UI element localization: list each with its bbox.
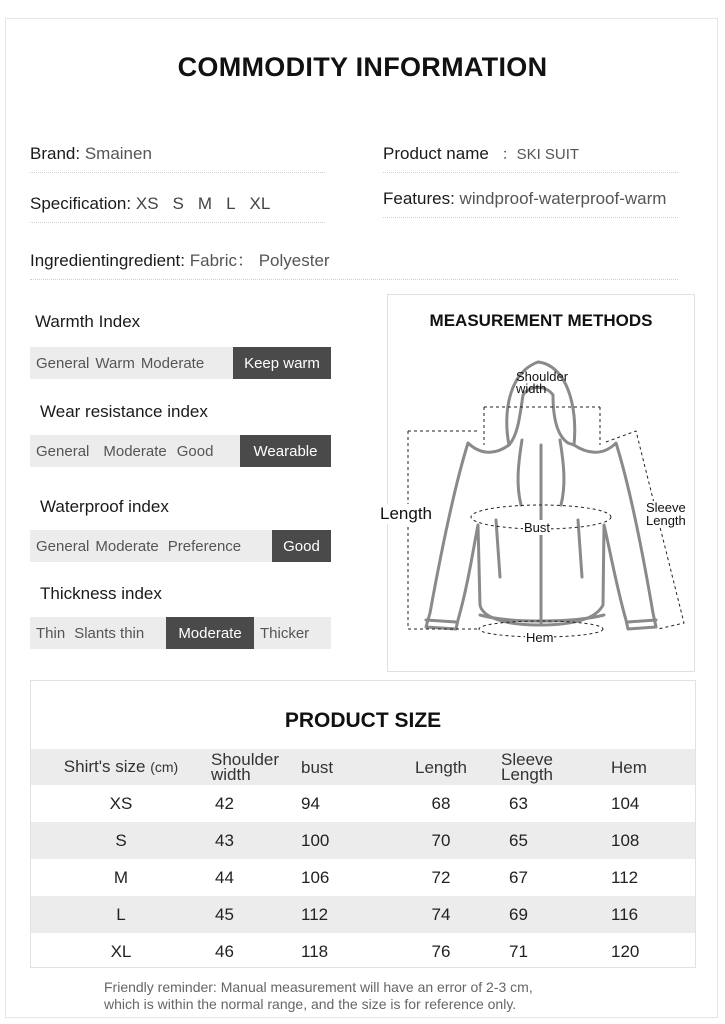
cell-size: M	[113, 867, 129, 887]
jacket-cuff-left	[426, 620, 456, 622]
cell-shoulder: 42	[215, 793, 234, 813]
index-option: Warm	[95, 354, 135, 372]
measurement-methods-panel	[380, 294, 695, 672]
header-sleeve-line: Length	[501, 765, 553, 784]
index-option: Good	[176, 442, 214, 460]
jacket-drawstring-left	[518, 440, 522, 505]
features-value: windproof-waterproof-warm	[459, 189, 667, 208]
shoulder-width-label-line: Shoulder	[516, 369, 569, 384]
cell-hem: 112	[611, 867, 639, 887]
header-bust: bust	[301, 749, 381, 785]
specification-label: Specification:	[30, 194, 132, 213]
cell-bust: 106	[301, 867, 330, 887]
cell-sleeve: 63	[509, 793, 528, 813]
cell-shoulder: 46	[215, 941, 234, 961]
header-size	[31, 749, 211, 785]
cell-size: XS	[109, 793, 133, 813]
cell-bust: 112	[301, 896, 381, 933]
ingredient-value: Fabric： Polyester	[189, 251, 330, 270]
table-row	[31, 785, 695, 822]
index-option: Moderate	[95, 537, 159, 555]
specification-sizes	[136, 194, 284, 213]
product-name-label: Product name	[383, 144, 489, 163]
index-selected: Moderate	[166, 617, 254, 649]
header-shoulder	[211, 749, 301, 785]
ingredient-row	[30, 246, 678, 280]
product-size-panel	[30, 680, 696, 968]
spec-size: M	[197, 194, 213, 213]
features-row	[383, 189, 678, 218]
cell-length: 68	[431, 793, 451, 813]
specification-row	[30, 194, 325, 223]
waterproof-index-bar	[30, 530, 331, 562]
cell-size: XL	[110, 941, 132, 961]
cell-hem: 108	[611, 822, 695, 859]
sleeve-length-label-line: Sleeve	[646, 500, 686, 515]
jacket-pocket-left	[496, 520, 500, 577]
sleeve-length-label	[646, 501, 686, 527]
index-option: General	[36, 442, 90, 460]
header-length: Length	[381, 749, 501, 785]
header-hem: Hem	[611, 749, 695, 785]
size-table-header	[31, 749, 695, 785]
sleeve-length-label-line: Length	[646, 513, 686, 528]
brand-label: Brand:	[30, 144, 81, 163]
jacket-pocket-right	[578, 520, 582, 577]
brand-value: Smainen	[84, 144, 152, 163]
warmth-index-label: Warmth Index	[35, 312, 141, 331]
friendly-reminder	[104, 979, 533, 1013]
brand-row	[30, 144, 325, 173]
cell-size: S	[31, 822, 211, 859]
table-row	[31, 859, 695, 896]
cell-length: 72	[431, 867, 451, 887]
index-selected: Good	[272, 530, 331, 562]
spec-size: L	[226, 194, 236, 213]
ingredient-label: Ingredientingredient:	[30, 251, 186, 270]
table-row	[31, 933, 695, 970]
spec-size: XS	[135, 194, 159, 213]
cell-sleeve: 69	[501, 896, 611, 933]
index-option: Moderate	[140, 354, 205, 372]
cell-bust: 94	[301, 793, 320, 813]
jacket-cuff-right	[628, 620, 656, 622]
cell-shoulder: 44	[215, 867, 234, 887]
index-selected: Wearable	[240, 435, 331, 467]
index-option: Thin	[36, 624, 66, 642]
shoulder-width-label	[516, 371, 568, 395]
index-option: General	[36, 537, 90, 555]
cell-length: 70	[381, 822, 501, 859]
index-option: General	[36, 354, 90, 372]
product-size-title: PRODUCT SIZE	[284, 709, 442, 732]
thickness-index-label: Thickness index	[40, 584, 162, 603]
length-label: Length	[380, 504, 432, 523]
cell-sleeve: 65	[501, 822, 611, 859]
header-size-text: Shirt's size	[63, 757, 146, 776]
header-sleeve-line: Sleeve	[501, 750, 553, 769]
shoulder-width-label-line: width	[516, 381, 547, 396]
warmth-index-bar	[30, 347, 331, 379]
cell-sleeve: 67	[509, 867, 528, 887]
index-option: Slants thin	[74, 624, 145, 642]
cell-hem: 116	[611, 896, 695, 933]
header-shoulder-line: Shoulder	[211, 750, 280, 769]
wear-resistance-index-label: Wear resistance index	[40, 402, 208, 421]
shoulder-measure-line	[484, 407, 600, 445]
friendly-reminder-line: Friendly reminder: Manual measurement will have an error of 2-3 cm,	[104, 979, 533, 995]
length-measure-line	[408, 431, 480, 629]
product-name-row	[383, 143, 678, 173]
cell-length: 74	[381, 896, 501, 933]
sleeve-measure-line	[606, 431, 684, 629]
page-title: COMMODITY INFORMATION	[177, 52, 548, 82]
cell-shoulder: 43	[211, 822, 301, 859]
friendly-reminder-line: which is within the normal range, and the size is for reference only.	[104, 996, 517, 1012]
product-name-value: ：SKI SUIT	[501, 146, 580, 163]
cell-bust: 100	[301, 822, 381, 859]
table-row	[31, 822, 695, 859]
measurement-methods-title: MEASUREMENT METHODS	[429, 311, 653, 330]
cell-bust: 118	[301, 941, 329, 961]
cell-hem: 120	[611, 941, 640, 961]
jacket-drawstring-right	[560, 440, 564, 505]
thickness-index-bar	[30, 617, 331, 649]
waterproof-index-label: Waterproof index	[40, 497, 169, 516]
cell-shoulder: 45	[211, 896, 301, 933]
index-option: Moderate	[103, 442, 167, 460]
index-option: Preference	[167, 537, 242, 555]
features-label: Features:	[383, 189, 455, 208]
header-size-unit: (cm)	[150, 759, 179, 775]
cell-hem: 104	[611, 793, 640, 813]
index-option: Thicker	[260, 624, 310, 642]
cell-size: L	[31, 896, 211, 933]
cell-sleeve: 71	[509, 941, 528, 961]
table-row	[31, 896, 695, 933]
wear-resistance-index-bar	[30, 435, 331, 467]
index-selected: Keep warm	[233, 347, 331, 379]
spec-size: XL	[249, 194, 271, 213]
header-sleeve	[501, 749, 611, 785]
header-shoulder-line: width	[211, 765, 251, 784]
size-table	[31, 749, 695, 970]
hem-label: Hem	[526, 630, 554, 645]
cell-length: 76	[431, 941, 451, 961]
spec-size: S	[172, 194, 184, 213]
jacket-diagram	[388, 295, 696, 673]
bust-label: Bust	[524, 520, 551, 535]
